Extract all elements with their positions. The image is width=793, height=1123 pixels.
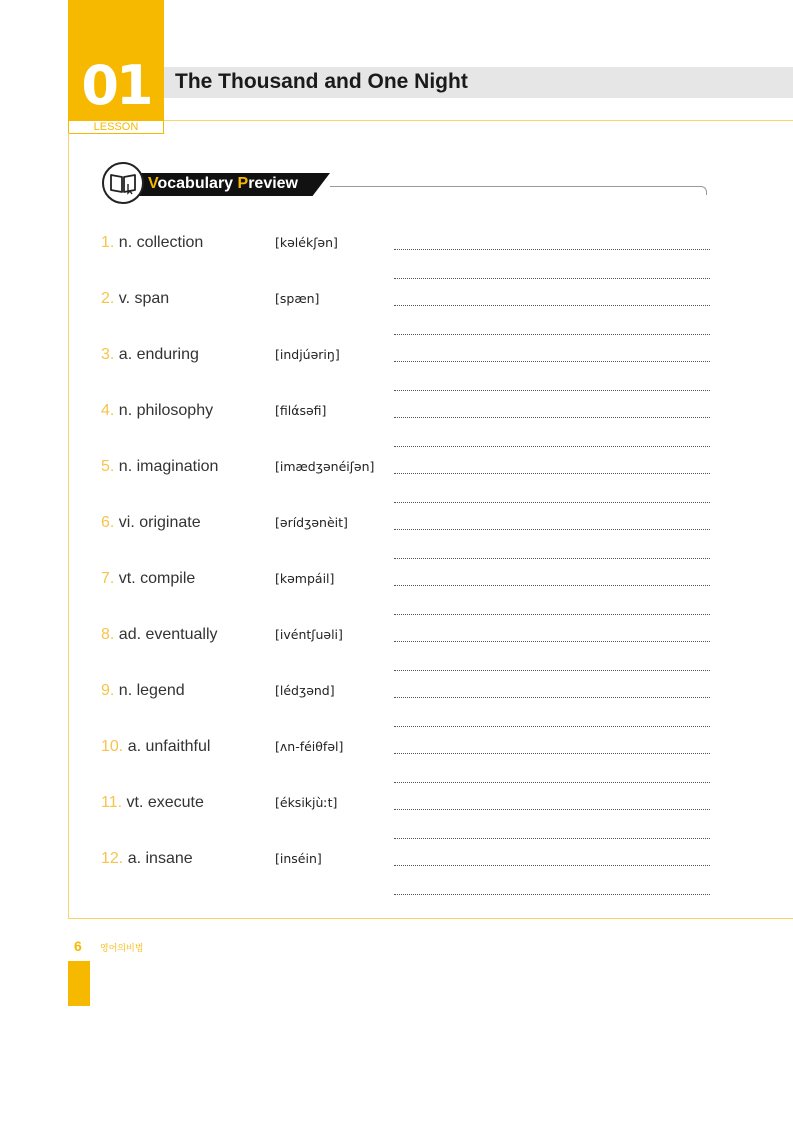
vocab-term: vt. compile	[118, 570, 196, 587]
vocab-number: 4.	[101, 402, 115, 419]
vocab-term: a. unfaithful	[127, 738, 211, 755]
vocab-term: a. insane	[127, 850, 193, 867]
answer-line[interactable]	[394, 585, 710, 586]
vocab-number: 1.	[101, 234, 115, 251]
vocab-number: 12.	[101, 850, 124, 867]
vocab-item	[101, 514, 711, 570]
answer-line[interactable]	[394, 249, 710, 250]
vocab-term: a. enduring	[118, 346, 199, 363]
vocab-number: 9.	[101, 682, 115, 699]
answer-line[interactable]	[394, 529, 710, 530]
section-title: Vocabulary Preview	[148, 175, 298, 192]
answer-line[interactable]	[394, 641, 710, 642]
vocab-item	[101, 290, 711, 346]
vocab-item	[101, 794, 711, 850]
vocab-number: 2.	[101, 290, 115, 307]
answer-line[interactable]	[394, 894, 710, 895]
answer-line[interactable]	[394, 390, 710, 391]
page-number: 6	[74, 938, 82, 954]
frame-left-border	[68, 133, 69, 918]
answer-line[interactable]	[394, 502, 710, 503]
vocab-pronunciation: [lédʒənd]	[275, 683, 335, 698]
vocab-pronunciation: [kəlékʃən]	[275, 235, 338, 250]
vocab-number: 8.	[101, 626, 115, 643]
answer-line[interactable]	[394, 726, 710, 727]
vocab-pronunciation: [ʌn-féiθfəl]	[275, 739, 344, 754]
vocab-item	[101, 346, 711, 402]
answer-line[interactable]	[394, 305, 710, 306]
vocab-word	[101, 346, 199, 364]
vocab-pronunciation: [filάsəfi]	[275, 403, 327, 418]
vocab-number: 6.	[101, 514, 115, 531]
vocab-term: vt. execute	[126, 794, 204, 811]
vocab-word	[101, 794, 204, 812]
lesson-badge	[68, 0, 164, 121]
answer-line[interactable]	[394, 417, 710, 418]
vocab-item	[101, 570, 711, 626]
vocab-number: 3.	[101, 346, 115, 363]
vocab-term: n. philosophy	[118, 402, 214, 419]
vocab-word	[101, 514, 201, 532]
vocab-word	[101, 626, 218, 644]
answer-line[interactable]	[394, 838, 710, 839]
vocab-term: ad. eventually	[118, 626, 218, 643]
vocab-word	[101, 850, 193, 868]
vocab-pronunciation: [ivéntʃuəli]	[275, 627, 343, 642]
vocab-word	[101, 570, 195, 588]
answer-line[interactable]	[394, 278, 710, 279]
vocab-word	[101, 402, 213, 420]
vocab-pronunciation: [éksikjùːt]	[275, 795, 338, 810]
lesson-number: 01	[81, 54, 151, 117]
vocabulary-preview-header	[100, 160, 710, 205]
vocab-item	[101, 402, 711, 458]
vocab-pronunciation: [kəmpáil]	[275, 571, 335, 586]
vocab-pronunciation: [imædʒənéiʃən]	[275, 459, 375, 474]
vocab-item	[101, 626, 711, 682]
answer-line[interactable]	[394, 334, 710, 335]
answer-line[interactable]	[394, 753, 710, 754]
answer-line[interactable]	[394, 446, 710, 447]
answer-line[interactable]	[394, 809, 710, 810]
vocab-term: n. collection	[118, 234, 204, 251]
vocab-pronunciation: [ərídʒənèit]	[275, 515, 348, 530]
vocab-pronunciation: [spæn]	[275, 291, 320, 306]
answer-line[interactable]	[394, 670, 710, 671]
vocab-item	[101, 850, 711, 906]
frame-bottom-border	[68, 918, 793, 919]
vocab-term: v. span	[118, 290, 170, 307]
vocab-item	[101, 738, 711, 794]
vocab-term: n. imagination	[118, 458, 219, 475]
vocab-term: n. legend	[118, 682, 185, 699]
answer-line[interactable]	[394, 697, 710, 698]
vocab-number: 5.	[101, 458, 115, 475]
answer-line[interactable]	[394, 473, 710, 474]
answer-line[interactable]	[394, 614, 710, 615]
title-bar	[164, 67, 793, 98]
answer-line[interactable]	[394, 558, 710, 559]
vocab-pronunciation: [inséin]	[275, 851, 322, 866]
vocab-word	[101, 682, 185, 700]
section-rule	[330, 186, 707, 195]
vocab-number: 11.	[101, 794, 123, 811]
lesson-label: LESSON	[68, 121, 164, 134]
vocab-word	[101, 290, 169, 308]
page-title: The Thousand and One Night	[175, 70, 468, 93]
vocab-item	[101, 234, 711, 290]
page-side-tab	[68, 961, 90, 1006]
vocab-word	[101, 458, 218, 476]
book-title: 영어의비법	[100, 944, 144, 954]
answer-line[interactable]	[394, 782, 710, 783]
vocab-term: vi. originate	[118, 514, 201, 531]
vocab-pronunciation: [indjúəriŋ]	[275, 347, 340, 362]
book-icon	[102, 162, 144, 204]
vocab-word	[101, 738, 210, 756]
frame-top-border	[164, 120, 793, 121]
vocab-word	[101, 234, 203, 252]
vocab-item	[101, 682, 711, 738]
answer-line[interactable]	[394, 865, 710, 866]
answer-line[interactable]	[394, 361, 710, 362]
vocab-number: 10.	[101, 738, 124, 755]
vocab-number: 7.	[101, 570, 115, 587]
vocab-item	[101, 458, 711, 514]
